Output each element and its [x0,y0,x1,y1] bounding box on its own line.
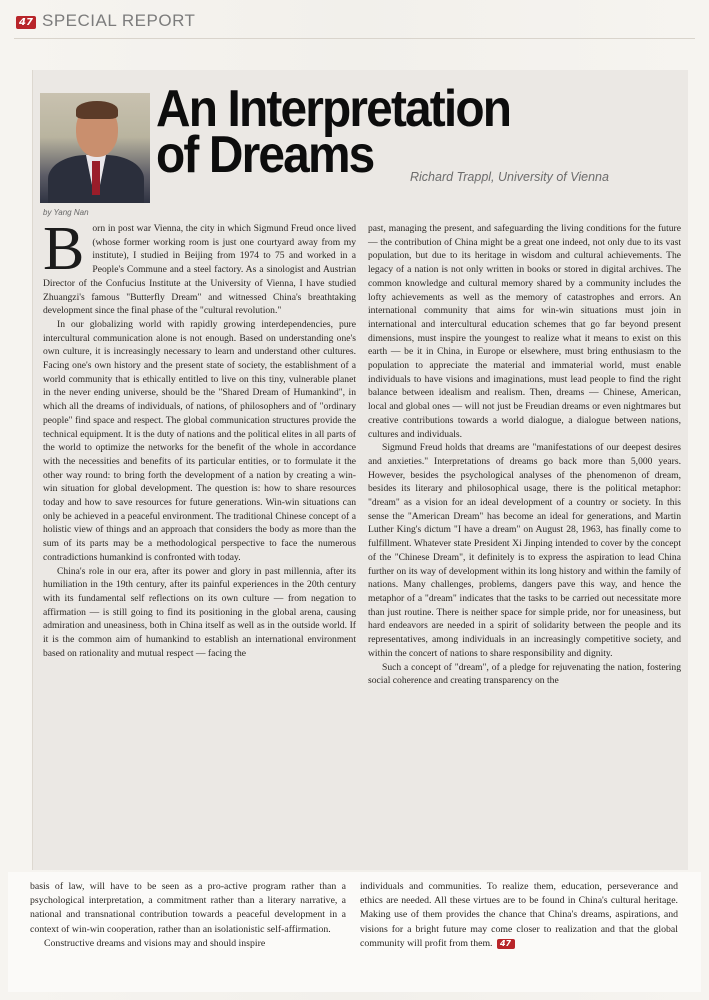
section-title: SPECIAL REPORT [42,11,196,30]
end-of-article-badge: 47 [497,939,515,949]
paragraph: In our globalizing world with rapidly growing interdependencies, pure intercultural communication alone is not enough. Based on understanding one's own culture, it is increasingly necessary to learn and understand other cultures. Facing one's own history and the present state of society, the establishment of a world community that is ethically entitled to live on this tiny, vulnerable planet in the never ending universe, should be the "Shared Dream of Humankind", in which all the dreams of individuals, of nations, of philosophers and of "ordinary people" find space and respect. The global communication structures provide the technical equipment. It is the duty of nations and the political elites in all parts of the world to optimize the networks for the benefit of the whole in accordance with the necessities and benefits of its particular entities, or to formulate it the other way round: to bring forth the development of a nation by creating a win-win situation for global development. The question is: how to share resources today and how to save resources for future generations. Win-win situations can only be achieved in a peaceful environment. The traditional Chinese concept of a holistic view of things and an approach that considers the body as more than the sum of its parts may be a methodological perspective to face the numerous contradictions humankind is confronted with today. [43,318,356,563]
paragraph: Born in post war Vienna, the city in which Sigmund Freud once lived (whose former working room is just one courtyard away from my institute), I studied in Beijing from 1974 to 75 and worked in a People's Commune and a steel factory. As a sinologist and Austrian Director of the Confucius Institute at the University of Vienna, I have studied Zhuangzi's famous "Butterfly Dream" and witnessed China's breathtaking development since the final phase of the "cultural revolution." [43,215,356,317]
right-column [368,222,681,688]
paragraph: basis of law, will have to be seen as a pro-active program rather than a psychological interpretation, a commitment rather than a literary narrative, a national and transnational contribution towards a peaceful development in a context of win-win cooperation, rather than an isolationistic self-affirmation. [30,881,346,935]
page-header [14,8,695,39]
left-column [43,215,356,661]
paragraph: China's role in our era, after its power and glory in past millennia, after its humiliation in the 19th century, after its painful experiences in the 20th century with its fundamental self reflections on its own culture — from negation to affirmation — is still going to find its positioning in the global arena, causing admiration and uneasiness, both in China itself as well as in the outside world. If it is the common aim of humankind to establish an international environment based on rationality and mutual respect — facing the [43,565,356,659]
title-line-2: of Dreams [156,126,374,184]
author-credit: Richard Trappl, University of Vienna [410,170,609,184]
bottom-left-column [30,880,346,951]
paragraph: Sigmund Freud holds that dreams are "manifestations of our deepest desires and anxieties." Interpretations of dreams go back more than 5,000 years. However, besides the psychological analyses of the phenomenon of dream, besides its literary and philosophical usage, there is the political metaphor: "dream" as a vision for an ideal development of a country or society. In this sense the "American Dream" has become an ideal for generations, and Martin Luther King's dictum "I have a dream" on August 28, 1963, has finally come to fulfillment. Whatever state President Xi Jinping intended to cover by the concept of the "Chinese Dream", it definitely is to express the aspiration to lead China further on its way of development within its long history and within the family of nations. Many challenges, problems, dangers pave this way, and hence the metaphor of a "dream" indicates that the tasks to be carried out necessitate more than just routine. There is neither space for simple pride, nor for uneasiness, but hard endeavors are needed in a spirit of solidarity between the people and its representatives, among individuals in an increasingly competitive society, and within the concert of nations to share responsibility and dignity. [368,442,681,659]
paragraph: Such a concept of "dream", of a pledge for rejuvenating the nation, fostering social coherence and creating transparency on the [368,661,681,687]
author-portrait [40,93,150,203]
paragraph: past, managing the present, and safeguarding the living conditions for the future — the contribution of China might be a great one indeed, not only due to its vast population, but due to its heritage in wisdom and cultural achievements. The legacy of a nation is not only written in books or stored in digital archives. The common knowledge and cultural memory shared by a community includes the lofty achievements as well as the memory of catastrophes and errors. An international community that aims for win-win situations must join in international and intercultural education schemes that go far beyond present dimensions, must inspire the youngest to realize what it means to exist on this earth — be it in China, in Europe or elsewhere, must bring enthusiasm to the population to appreciate the material and immaterial world, must enable individuals to have visions and imaginations, must lead people to find the right balance between idealism and realism. Then, dreams — Chinese, American, local and global ones — will not just be Freudian dreams or even nightmares but creative contributions towards a world dialogue, a dialogue between nations, cultures and individuals. [368,223,681,440]
paragraph: individuals and communities. To realize them, education, perseverance and ethics are needed. All these virtues are to be found in China's cultural heritage. Making use of them provides the chance that China's dreams, aspirations, and visions for a bright future may come closer to realization and that the global community will profit from them. 47 [360,881,678,949]
title-line-1: An Interpretation [156,80,511,138]
drop-cap: B [43,215,85,283]
byline: by Yang Nan [43,208,89,217]
paragraph: Constructive dreams and visions may and should inspire [44,937,266,949]
page-number-badge: 47 [16,16,36,29]
bottom-right-column [360,880,678,951]
